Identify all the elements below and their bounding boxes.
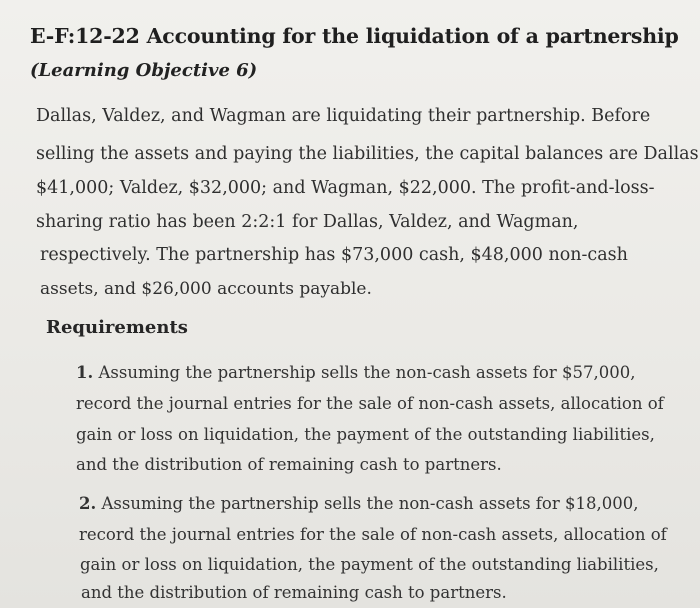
paragraph-line: Dallas, Valdez, and Wagman are liquidating their partnership. Before: [36, 106, 651, 126]
requirement-1-line: record the journal entries for the sale of non-cash assets, allocation of: [76, 394, 664, 413]
requirement-text: Assuming the partnership sells the non-cash assets for $18,000,: [101, 494, 639, 513]
paragraph-line: assets, and $26,000 accounts payable.: [40, 279, 372, 299]
learning-objective: (Learning Objective 6): [30, 60, 258, 81]
requirement-1-line: gain or loss on liquidation, the payment of the outstanding liabilities,: [76, 425, 655, 444]
requirements-heading: Requirements: [46, 317, 188, 338]
exercise-title: E-F:12-22 Accounting for the liquidation of a partnership: [30, 24, 679, 48]
paragraph-line: selling the assets and paying the liabilities, the capital balances are Dallas: [36, 144, 699, 164]
paragraph-line: sharing ratio has been 2:2:1 for Dallas, Valdez, and Wagman,: [36, 212, 579, 232]
requirement-2-line: gain or loss on liquidation, the payment of the outstanding liabilities,: [80, 555, 659, 574]
requirement-1-line: and the distribution of remaining cash to partners.: [76, 455, 502, 474]
requirement-number: 1.: [76, 363, 94, 382]
paragraph-line: $41,000; Valdez, $32,000; and Wagman, $22,000. The profit-and-loss-: [36, 178, 655, 198]
requirement-2-line: and the distribution of remaining cash to partners.: [81, 583, 507, 602]
requirement-2-line: [79, 494, 638, 513]
requirement-2-line: record the journal entries for the sale of non-cash assets, allocation of: [79, 525, 667, 544]
requirement-1-line: [76, 363, 635, 382]
requirement-number: 2.: [79, 494, 97, 513]
paragraph-line: respectively. The partnership has $73,000 cash, $48,000 non-cash: [40, 245, 628, 265]
requirement-text: Assuming the partnership sells the non-cash assets for $57,000,: [98, 363, 636, 382]
